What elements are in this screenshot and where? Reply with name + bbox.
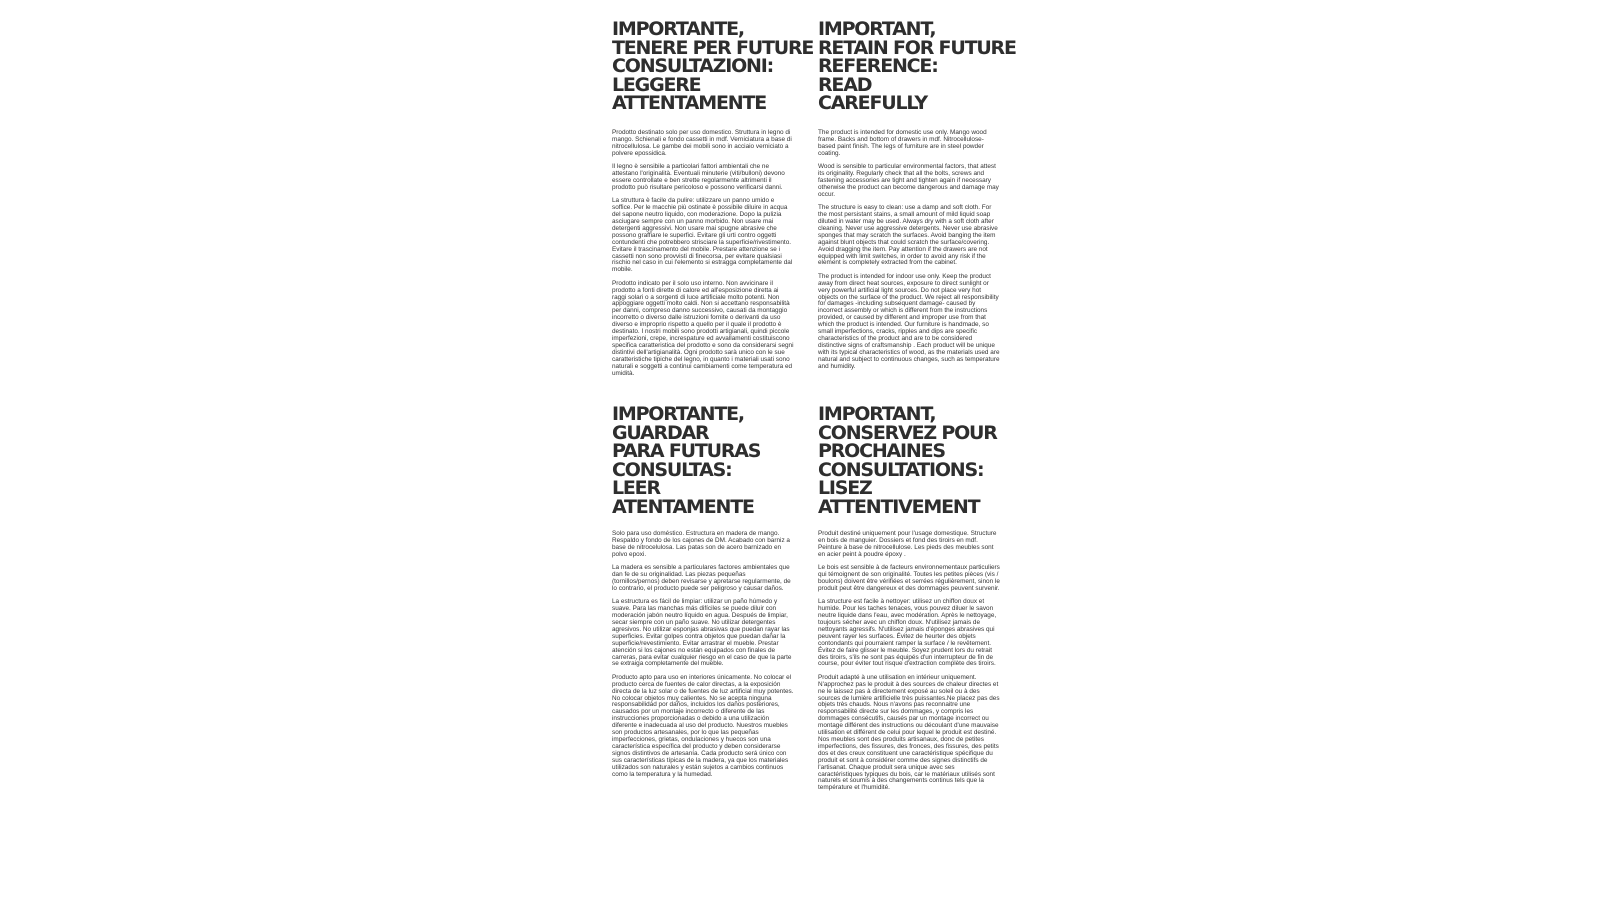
body-paragraph: Produit adapté à une utilisation en intérieur uniquement. N'approchez pas le produit à des sources de chaleur directes et ne le laissez pas à directement exposé au soleil ou à des sources de lumière artificielle très puissantes.Ne placez pas des objets très chauds. Nous n'avons pas reconnaitre une responsabilité directe sur les dommages, y compris les dommages consécutifs, causés par un montage incorrect ou montage différent des instructions ou découlant d'une mauvaise utilisation et différent de celui pour lequel le produit est destiné. Nos meubles sont des produits artisanaux, donc de petites imperfections, des fissures, des fronces, des fissures, des petits dos et des creux constituent une caractéristique spécifique du produit et sont à considérer comme des signes distinctifs de l'artisanat. Chaque produit sera unique avec ses caractéristiques typiques du bois, car le matériaux utilisés sont naturels et soumis à des changements continus tels que la température et l'humidité. <box>818 673 1000 792</box>
english-body <box>818 130 1000 377</box>
title-line: ATTENTAMENTE <box>612 92 766 115</box>
section-english <box>818 18 1016 370</box>
spanish-title <box>612 405 794 517</box>
body-paragraph: The structure is easy to clean: use a damp and soft cloth. For the most persistant stains, a small amount of mild liquid soap diluted in water may be used. Always dry with a soft cloth after cleaning. Never use aggressive detergents. Never use abrasive sponges that may scratch the surfaces. Avoid banging the item against blunt objects that could scratch the surface/covering. Avoid dragging the item. Pay attention if the drawers are not equipped with limit switches, in order to avoid any risk if the element is completely extracted from the cabinet. <box>818 204 998 267</box>
title-line: PROCHAINES <box>818 440 945 463</box>
body-paragraph: Prodotto destinato solo per uso domestico. Struttura in legno di mango. Schienali e fondo cassetti in mdf. Verniciatura a base di nitrocellulosa. Le gambe dei mobili sono in acciaio verniciato a polvere epossidica. <box>612 129 792 157</box>
body-paragraph: Wood is sensible to particular environmental factors, that attest its originality. Regularly check that all the bolts, screws and fastening accessories are tight and tighten again if necessary otherwise the product can become dangerous and damage may occur. <box>818 163 999 198</box>
section-french <box>818 403 1000 792</box>
title-line: LEGGERE <box>612 73 701 96</box>
title-line: CAREFULLY <box>818 92 927 115</box>
title-line: PARA FUTURAS <box>612 440 761 463</box>
body-paragraph: Le bois est sensible à de facteurs environnementaux particuliers qui témoignent de son originalité. Toutes les petites pièces (vis / boulons) doivent être vérifiées et serrées régulièrement, sinon le produit peut être dangereux et des dommages peuvent survenir. <box>818 564 1000 592</box>
title-line: RETAIN FOR FUTURE <box>818 36 1016 59</box>
body-paragraph: Producto apto para uso en interiores únicamente. No colocar el producto cerca de fuentes de calor directas, a la exposición directa de la luz solar o de fuentes de luz artificial muy potentes. No colocar objetos muy calientes. No se acepta ninguna responsabilidad por daños, incluidos los daños posteriores, causados por un montaje incorrecto o diferente de las instrucciones proporcionadas o debido a una utilización diferente e inadecuada al uso del producto. Nuestros muebles son productos artesanales, por lo que las pequeñas imperfecciones, grietas, ondulaciones y huecos son una característica específica del producto y deben considerarse signos distintivos de artesanía. Cada producto será único con sus características típicas de la madera, ya que los materiales utilizados son naturales y están sujetos a cambios continuos como la temperatura y la humedad. <box>612 673 794 778</box>
title-line: CONSULTAS: <box>612 458 732 481</box>
french-title <box>818 405 1000 517</box>
title-line: IMPORTANT, <box>818 18 936 40</box>
title-line: ATTENTIVEMENT <box>818 495 980 518</box>
title-line: TENERE PER FUTURE <box>612 36 814 59</box>
title-line: CONSERVEZ POUR <box>818 421 997 444</box>
title-line: CONSULTATIONS: <box>818 458 984 481</box>
body-paragraph: The product is intended for indoor use only. Keep the product away from direct heat sources, exposure to direct sunlight or very powerful artificial light sources. Do not place very hot objects on the surface of the product. We reject all responsibility for damages -including subsequent damage- caused by incorrect assembly or which is different from the instructions provided, or caused by different and improper use from that which the product is intended. Our furniture is handmade, so small imperfections, cracks, ripples and dips are specific characteristics of the product and are to be considered distinctive signs of craftsmanship . Each product will be unique with its typical characteristics of wood, as the materials used are natural and subject to continuous changes, such as temperature and humidity. <box>818 272 1000 370</box>
italian-body <box>612 130 794 384</box>
spanish-body <box>612 531 794 785</box>
body-paragraph: The product is intended for domestic use only. Mango wood frame. Backs and bottom of drawers in mdf. Nitrocellulose-based paint finish. The legs of furniture are in steel powder coating. <box>818 129 987 157</box>
body-paragraph: Prodotto indicato per il solo uso interno. Non avvicinare il prodotto a fonti dirette di calore ed all'esposizione diretta ai raggi solari o a sorgenti di luce artificiale molto potenti. Non appoggiare oggetti molto caldi. Non si accettano responsabilità per danni, compreso danno successivo, causati da montaggio incorretto o diverso dalle istruzioni fornite o derivanti da uso diverso e improprio rispetto a quello per il quale il prodotto è destinato. I nostri mobili sono prodotti artigianali, quindi piccole imperfezioni, crepe, increspature ed avvallamenti costituiscono specifica caratteristica del prodotto e sono da considerarsi segni distintivi dell'artigianalità. Ogni prodotto sarà unico con le sue caratteristiche tipiche del legno, in quanto i materiali usati sono naturali e soggetti a continui cambiamenti come temperatura ed umidità. <box>612 279 794 377</box>
title-line: GUARDAR <box>612 421 709 444</box>
title-line: ATENTAMENTE <box>612 495 754 518</box>
title-line: IMPORTANTE, <box>612 403 744 425</box>
body-paragraph: La estructura es fácil de limpiar: utilizar un paño húmedo y suave. Para las manchas más difíciles se puede diluir con moderación jabón neutro líquido en agua. Después de limpiar, secar siempre con un paño suave. No utilizar detergentes agresivos. No utilizar esponjas abrasivas que puedan rayar las superficies. Evitar golpes contra objetos que puedan dañar la superficie/revestimiento. Evitar arrastrar el mueble. Prestar atención si los cajones no están equipados con finales de carreras, para evitar cualquier riesgo en el caso de que la parte se extraiga completamente del mueble. <box>612 598 792 668</box>
title-line: READ <box>818 73 872 96</box>
title-line: CONSULTAZIONI: <box>612 55 774 78</box>
title-line: LISEZ <box>818 477 872 500</box>
body-paragraph: La struttura è facile da pulire: utilizzare un panno umido e soffice. Per le macchie più ostinate è possibile diluire in acqua del sapone neutro liquido, con moderazione. Dopo la pulizia asciugare sempre con un panno morbido. Non usare mai detergenti aggressivi. Non usare mai spugne abrasive che possono graffiare le superfici. Evitare gli urti contro oggetti contundenti che potrebbero strisciare la superficie/rivestimento. Evitare il trascinamento del mobile. Prestare attenzione se i cassetti non sono provvisti di finecorsa, per evitare qualsiasi rischio nel caso in cui l'elemento si estragga completamente dal mobile. <box>612 197 793 274</box>
italian-title <box>612 18 814 115</box>
french-body <box>818 531 1000 799</box>
title-line: LEER <box>612 477 660 500</box>
title-line: IMPORTANTE, <box>612 18 744 40</box>
title-line: IMPORTANT, <box>818 403 936 425</box>
english-title <box>818 18 1016 115</box>
section-italian <box>612 18 814 377</box>
body-paragraph: Solo para uso doméstico. Estructura en madera de mango. Respaldo y fondo de los cajones de DM. Acabado con barniz a base de nitrocelulosa. Las patas son de acero barnizado en polvo epoxi. <box>612 530 790 558</box>
title-line: REFERENCE: <box>818 55 938 78</box>
body-paragraph: La madera es sensible a particulares factores ambientales que dan fe de su originalidad. Las piezas pequeñas (tornillos/pernos) deben revisarse y apretarse regularmente, de lo contrario, el producto puede ser peligroso y causar daños. <box>612 564 791 592</box>
body-paragraph: Produit destiné uniquement pour l'usage domestique. Structure en bois de manguier. Dossiers et fond des tiroirs en mdf. Peinture à base de nitrocellulose. Les pieds des meubles sont en acier peint à poudre époxy . <box>818 530 997 558</box>
body-paragraph: Il legno è sensibile a particolari fattori ambientali che ne attestano l'originalità. Eventuali minuterie (viti/bulloni) devono essere controllate e ben strette regolarmente altrimenti il prodotto può risultare pericoloso e possono verificarsi danni. <box>612 163 785 191</box>
body-paragraph: La structure est facile à nettoyer: utilisez un chiffon doux et humide. Pour les taches tenaces, vous pouvez diluer le savon neutre liquide dans l'eau, avec modération. Après le nettoyage, toujours sécher avec un chiffon doux. N'utilisez jamais de nettoyants agressifs. N'utilisez jamais d'éponges abrasives qui peuvent rayer les surfaces. Évitez de heurter des objets contondants qui pourraient ramper la surface / le revêtement. Évitez de faire glisser le meuble. Soyez prudent lors du retrait des tiroirs, s'ils ne sont pas équipés d'un interrupteur de fin de course, pour éviter tout risque d'extraction complète des tiroirs. <box>818 598 997 668</box>
section-spanish <box>612 403 794 778</box>
